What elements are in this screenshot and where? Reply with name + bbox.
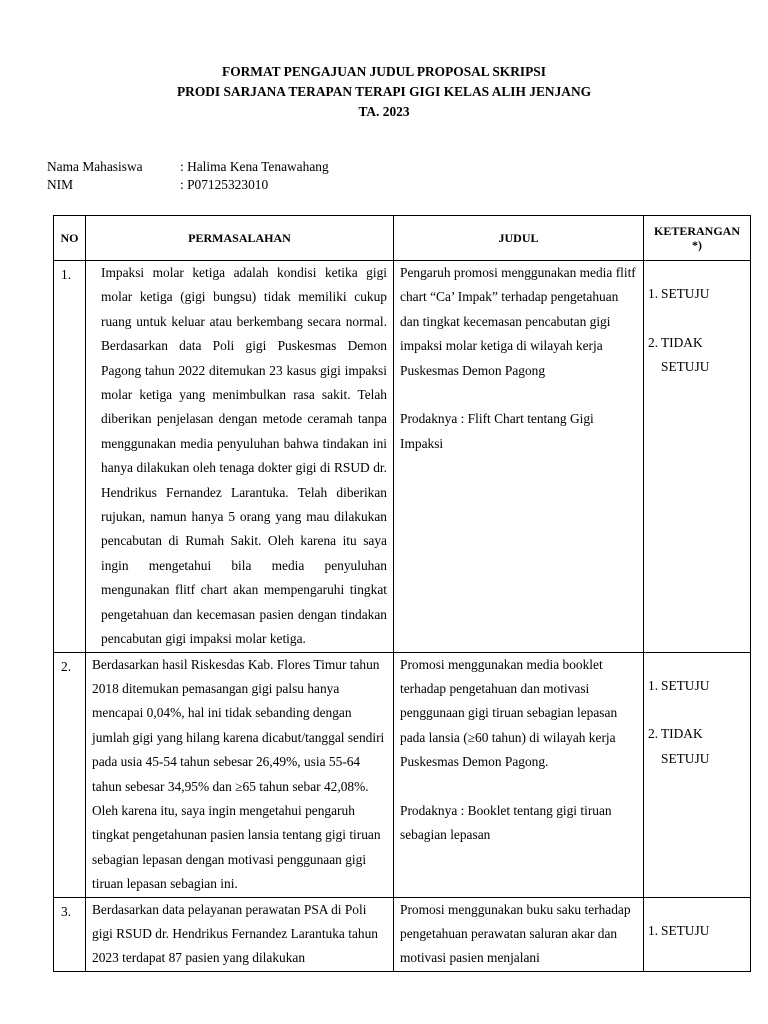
row-keterangan (644, 261, 751, 653)
header-keterangan-line2: *) (692, 238, 702, 252)
row-judul-text: Pengaruh promosi menggunakan media flitf chart “Ca’ Impak” terhadap pengetahuan dan tingkat kecemasan pencabutan gigi impaksi molar ketiga di wilayah kerja Puskesmas Demon Pagong (400, 265, 636, 378)
row-permasalahan: Berdasarkan data pelayanan perawatan PSA di Poli gigi RSUD dr. Hendrikus Fernandez Larantuka tahun 2023 terdapat 87 pasien yang dilakukan (86, 897, 394, 971)
row-permasalahan: Impaksi molar ketiga adalah kondisi ketika gigi molar ketiga (gigi bungsu) tidak memiliki cukup ruang untuk keluar atau berkembang secara normal. Berdasarkan data Poli gigi Puskesmas Demon Pagong tahun 2022 ditemukan 23 kasus gigi impaksi molar ketiga yang menimbulkan rasa sakit. Telah diberikan penjelasan dengan metode ceramah tanpa menggunakan media penyuluhan bahwa tindakan ini hanya dilakukan oleh tenaga dokter gigi di RSUD dr. Hendrikus Fernandez Larantuka. Telah diberikan rujukan, namun hanya 5 orang yang mau dilakukan pencabutan di Rumah Sakit. Oleh karena itu saya ingin mengetahui bila media penyuluhan mengunakan flitf chart akan mempengaruhi tingkat pengetahuan dan kecemasan pasien dengan tindakan pencabutan gigi impaksi molar ketiga. (86, 261, 394, 653)
option-setuju[interactable]: 1. SETUJU (648, 677, 710, 693)
student-name-value: : Halima Kena Tenawahang (180, 159, 329, 174)
header-keterangan-line1: KETERANGAN (653, 224, 740, 238)
option-setuju[interactable]: 1. SETUJU (648, 286, 710, 301)
option-tidak-setuju[interactable]: 2. TIDAK SETUJU (648, 726, 710, 766)
row-keterangan (644, 652, 751, 897)
student-name-row (47, 158, 329, 176)
row-judul (394, 261, 644, 653)
header-no: NO (54, 216, 86, 261)
row-produk-text: Prodaknya : Flift Chart tentang Gigi Impaksi (400, 411, 594, 451)
student-nim-row (47, 176, 268, 194)
student-name-label: Nama Mahasiswa (47, 159, 143, 174)
title-line-3: TA. 2023 (358, 104, 410, 119)
student-nim-value: : P07125323010 (180, 177, 269, 192)
table-row (54, 261, 751, 653)
row-judul-text: Promosi menggunakan buku saku terhadap pengetahuan perawatan saluran akar dan motivasi pasien menjalani (400, 901, 631, 966)
header-keterangan (644, 216, 751, 261)
option-setuju[interactable]: 1. SETUJU (648, 922, 710, 938)
table-row (54, 652, 751, 897)
student-nim-label: NIM (47, 177, 74, 192)
document-title (0, 62, 768, 122)
row-permasalahan: Berdasarkan hasil Riskesdas Kab. Flores Timur tahun 2018 ditemukan pemasangan gigi palsu hanya mencapai 0,04%, hal ini tidak sebanding dengan jumlah gigi yang hilang karena dicabut/tanggal sendiri pada usia 45-54 tahun sebesar 26,49%, usia 55-64 tahun sebesar 34,95% dan ≥65 tahun sebar 42,08%. Oleh karena itu, saya ingin mengetahui pengaruh tingkat pengetahunan pasien lansia tentang gigi tiruan sebagian lepasan dengan motivasi penggunaan gigi tiruan lepasan sebagian ini. (86, 652, 394, 897)
title-line-2: PRODI SARJANA TERAPAN TERAPI GIGI KELAS ALIH JENJANG (176, 84, 592, 99)
row-keterangan (644, 897, 751, 971)
header-permasalahan: PERMASALAHAN (86, 216, 394, 261)
title-line-1: FORMAT PENGAJUAN JUDUL PROPOSAL SKRIPSI (222, 64, 546, 79)
header-judul: JUDUL (394, 216, 644, 261)
option-tidak-setuju[interactable]: 2. TIDAK SETUJU (648, 334, 710, 375)
row-judul (394, 897, 644, 971)
row-judul-text: Promosi menggunakan media booklet terhadap pengetahuan dan motivasi penggunaan gigi tiruan sebagian lepasan pada lansia (≥60 tahun) di wilayah kerja Puskesmas Demon Pagong. (400, 656, 618, 770)
row-produk-text: Prodaknya : Booklet tentang gigi tiruan sebagian lepasan (400, 802, 612, 843)
row-number: 1. (54, 261, 86, 653)
row-number: 3. (54, 897, 86, 971)
row-number: 2. (54, 652, 86, 897)
row-judul (394, 652, 644, 897)
proposal-table (53, 215, 751, 972)
table-header-row (54, 216, 751, 261)
table-row (54, 897, 751, 971)
